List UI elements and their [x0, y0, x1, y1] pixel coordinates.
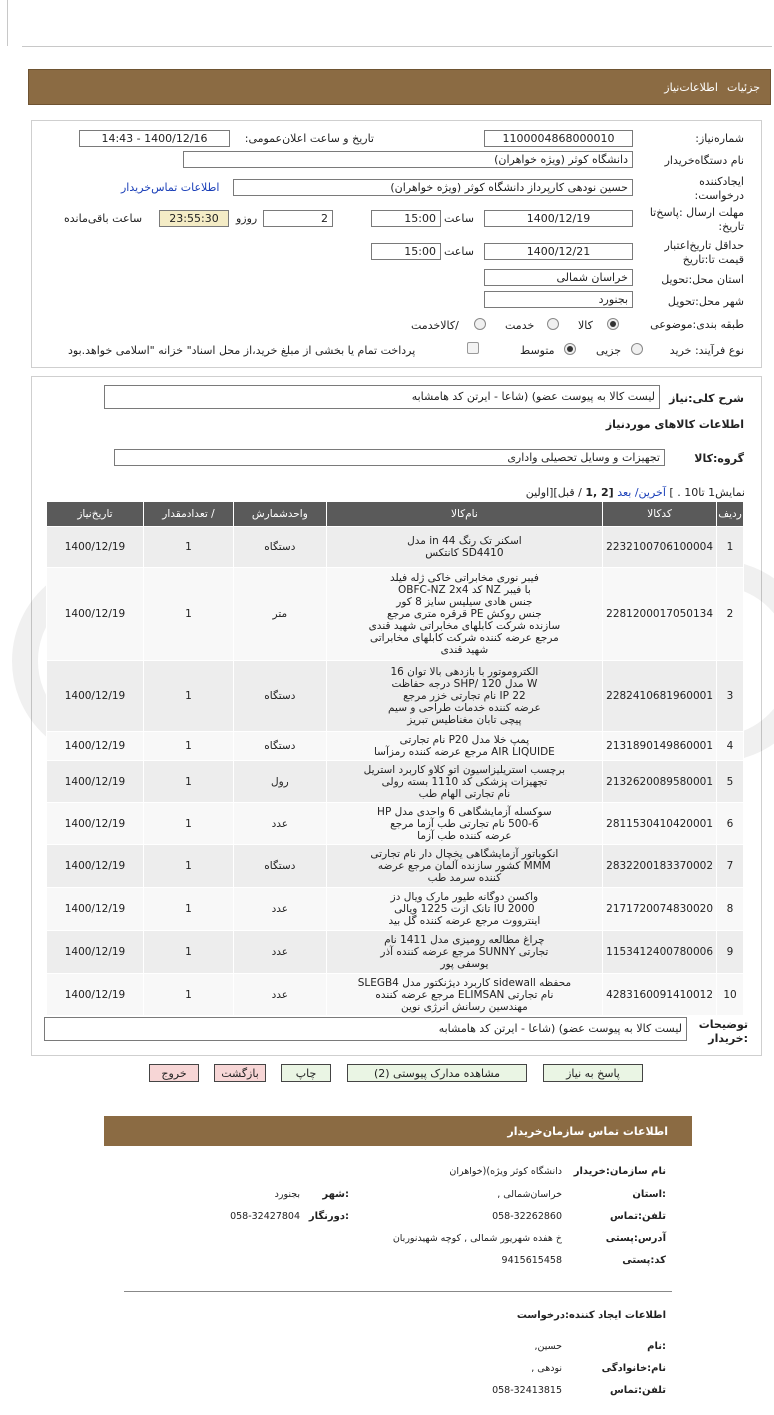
- back-button[interactable]: بازگشت: [214, 1064, 266, 1082]
- cell-need-date: 1400/12/19: [47, 527, 144, 568]
- need-description-field: لیست کالا به پیوست عضو) (شاعا - ایرتن کد هامشابه: [104, 385, 660, 409]
- exit-button[interactable]: خروج: [149, 1064, 199, 1082]
- cell-need-date: 1400/12/19: [47, 931, 144, 974]
- process-label: نوع فرآیند: خرید: [669, 344, 744, 357]
- cell-quantity: 1: [143, 803, 233, 845]
- pager-dot: . ]: [669, 486, 681, 499]
- cell-quantity: 1: [143, 527, 233, 568]
- cell-row-number: 1: [717, 527, 744, 568]
- pager-show: نمایش1 تا10: [684, 486, 745, 499]
- creator-phone-label: تلفن:تماس: [609, 1385, 666, 1396]
- cell-row-number: 10: [717, 974, 744, 1016]
- cell-goods-code: 2171720074830020: [603, 888, 717, 931]
- cell-need-date: 1400/12/19: [47, 568, 144, 661]
- creator-label-2: درخواست:: [694, 189, 744, 202]
- cell-goods-code: 2832200183370002: [603, 845, 717, 888]
- address-value: خ هفده شهریور شمالی , کوچه شهیدنوربان: [392, 1233, 562, 1244]
- treasury-payment-note: پرداخت تمام یا بخشی از مبلغ خرید،از محل اسناد" خزانه "اسلامی خواهد.بود: [68, 344, 416, 357]
- cell-goods-name: سوکسله آزمایشگاهی 6 واحدی مدل HP 500-6 نام تجارتی طب آزما مرجع عرضه کننده طب آزما: [326, 803, 603, 845]
- province-contact-label: :استان: [632, 1189, 666, 1200]
- announce-field: 1400/12/16 - 14:43: [79, 130, 230, 147]
- cell-need-date: 1400/12/19: [47, 803, 144, 845]
- goods-table-header: [47, 502, 744, 527]
- buyer-notes-label-2: :خریدار: [708, 1032, 748, 1045]
- cell-row-number: 9: [717, 931, 744, 974]
- reply-button[interactable]: پاسخ به نیاز: [543, 1064, 643, 1082]
- col-row: ردیف: [717, 502, 744, 527]
- cell-goods-code: 1153412400780006: [603, 931, 717, 974]
- process-partial-radio[interactable]: [631, 343, 643, 355]
- col-unit: واحدشمارش: [234, 502, 327, 527]
- cell-goods-code: 2282410681960001: [603, 661, 717, 732]
- table-row: [47, 888, 744, 931]
- deadline-time-label: ساعت: [444, 212, 474, 225]
- creator-family-value: نودهی ,: [531, 1363, 562, 1374]
- buyer-contact-link[interactable]: اطلاعات تماس‌خریدار: [121, 181, 220, 194]
- cell-goods-name: واکسن دوگانه طیور مارک ویال دز 2000 IU تانک ازت 1225 ویالی اینترووت مرجع عرضه کننده گل بید: [326, 888, 603, 931]
- cell-quantity: 1: [143, 888, 233, 931]
- pager: [526, 486, 745, 499]
- validity-label-1: حداقل تاریخ‌اعتبار: [664, 239, 744, 252]
- col-date: تاریخ‌نیاز: [47, 502, 144, 527]
- col-name: نام‌کالا: [326, 502, 603, 527]
- cell-unit: عدد: [234, 931, 327, 974]
- cell-goods-name: چراغ مطالعه رومیزی مدل 1411 نام تجارتی SUNNY مرجع عرضه کننده آذر یوسفی پور: [326, 931, 603, 974]
- cell-row-number: 2: [717, 568, 744, 661]
- pager-next-link[interactable]: بعد: [617, 486, 632, 499]
- buyer-org-label: نام دستگاه‌خریدار: [664, 154, 744, 167]
- deadline-time-field: 15:00: [371, 210, 441, 227]
- buyer-notes-label-1: توضیحات: [698, 1018, 748, 1031]
- table-row: [47, 732, 744, 761]
- cell-unit: رول: [234, 761, 327, 803]
- table-row: [47, 803, 744, 845]
- city-contact-value: بجنورد: [274, 1189, 300, 1200]
- cell-unit: دستگاه: [234, 527, 327, 568]
- goods-info-title: اطلاعات کالاهای موردنیاز: [605, 418, 744, 431]
- goods-table-body: [47, 527, 744, 1016]
- province-contact-value: خراسان‌شمالی ,: [497, 1189, 562, 1200]
- cell-goods-name: فیبر نوری مخابراتی خاکی ژله فیلد با فیبر NZ کد OBFC-NZ 2x4 جنس هادی سیلیس سایز 8 کور جنس روکش PE قرقره متری مرجع سازنده شرکت کابلهای مخابراتی شهید قندی مرجع عرضه کننده شرکت کابلهای مخابراتی شهید قندی: [326, 568, 603, 661]
- cell-goods-code: 2232100706100004: [603, 527, 717, 568]
- page-frame-top: [22, 46, 772, 47]
- deadline-label-2: تاریخ:: [718, 220, 744, 233]
- creator-phone-value: 058-32413815: [492, 1385, 562, 1396]
- days-field: 2: [263, 210, 333, 227]
- phone-label: تلفن:تماس: [609, 1211, 666, 1222]
- cell-goods-name: محفظه sidewall کاربرد دیژنکتور مدل SLEGB4 نام تجارتی ELIMSAN مرجع عرضه کننده مهندسین رسانش انرژی نوین: [326, 974, 603, 1016]
- process-medium-radio[interactable]: [564, 343, 576, 355]
- validity-time-field: 15:00: [371, 243, 441, 260]
- need-description-label: شرح کلی:نیاز: [669, 392, 744, 405]
- creator-family-label: نام:خانوادگی: [601, 1363, 666, 1374]
- table-row: [47, 931, 744, 974]
- cell-row-number: 4: [717, 732, 744, 761]
- postal-code-value: 9415615458: [501, 1255, 562, 1266]
- cell-unit: عدد: [234, 803, 327, 845]
- cell-quantity: 1: [143, 732, 233, 761]
- remaining-time-field: 23:55:30: [159, 210, 229, 227]
- cell-quantity: 1: [143, 761, 233, 803]
- cell-need-date: 1400/12/19: [47, 888, 144, 931]
- buyer-contact-title: اطلاعات تماس سازمان‌خریدار: [507, 1125, 668, 1138]
- city-label: شهر محل:تحویل: [667, 295, 744, 308]
- postal-code-label: کد:پستی: [622, 1255, 666, 1266]
- cell-quantity: 1: [143, 661, 233, 732]
- cell-unit: دستگاه: [234, 661, 327, 732]
- buyer-notes-field: لیست کالا به پیوست عضو) (شاعا - ایرتن کد هامشابه: [44, 1017, 687, 1041]
- cell-goods-code: 2132620089580001: [603, 761, 717, 803]
- header-tabs-bar: [28, 69, 771, 105]
- cell-quantity: 1: [143, 974, 233, 1016]
- creator-name-label: :نام: [647, 1341, 666, 1352]
- org-name-value: دانشگاه کوثر ویژه)(خواهران: [449, 1166, 562, 1177]
- need-number-field: 1100004868000010: [484, 130, 633, 147]
- city-contact-label: :شهر: [322, 1189, 349, 1200]
- validity-date-field: 1400/12/21: [484, 243, 633, 260]
- cell-unit: متر: [234, 568, 327, 661]
- province-field: خراسان شمالی: [484, 269, 633, 286]
- category-label: طبقه بندی:موضوعی: [650, 318, 744, 331]
- category-goods-service-label: /کالاخدمت: [411, 319, 459, 332]
- cell-row-number: 3: [717, 661, 744, 732]
- cell-quantity: 1: [143, 845, 233, 888]
- table-row: [47, 761, 744, 803]
- cell-goods-name: اسکنر تک رنگ 44 in مدل SD4410 کانتکس: [326, 527, 603, 568]
- pager-last-link[interactable]: آخرین/: [634, 486, 666, 499]
- category-goods-service-radio[interactable]: [474, 318, 486, 330]
- creator-info-title: اطلاعات ایجاد کننده:درخواست: [516, 1310, 666, 1321]
- print-button[interactable]: چاپ: [281, 1064, 331, 1082]
- cell-goods-code: 2281200017050134: [603, 568, 717, 661]
- goods-table: [46, 501, 744, 1016]
- validity-label-2: قیمت تا:تاریخ: [682, 253, 744, 266]
- process-medium-label: متوسط: [520, 344, 555, 357]
- view-attachments-button[interactable]: مشاهده مدارک پیوستی (2): [347, 1064, 527, 1082]
- deadline-label-1: مهلت ارسال :پاسخ‌تا: [649, 206, 744, 219]
- org-name-label: نام سازمان:خریدار: [573, 1166, 666, 1177]
- cell-goods-name: انکوباتور آزمایشگاهی یخچال دار نام تجارتی MMM کشور سازنده آلمان مرجع عرضه کننده سرمد طب: [326, 845, 603, 888]
- fax-label: :دورنگار: [308, 1211, 349, 1222]
- buyer-org-field: دانشگاه کوثر (ویژه خواهران): [183, 151, 633, 168]
- province-label: استان محل:تحویل: [661, 273, 744, 286]
- days-label: روزو: [236, 212, 258, 225]
- fax-value: 058-32427804: [230, 1211, 300, 1222]
- cell-goods-code: 4283160091410012: [603, 974, 717, 1016]
- phone-value: 058-32262860: [492, 1211, 562, 1222]
- cell-unit: عدد: [234, 974, 327, 1016]
- table-row: [47, 568, 744, 661]
- goods-group-label: گروه:کالا: [694, 452, 744, 465]
- buyer-contact-header: [104, 1116, 692, 1146]
- validity-time-label: ساعت: [444, 245, 474, 258]
- cell-row-number: 8: [717, 888, 744, 931]
- cell-goods-name: برچسب استریلیزاسیون اتو کلاو کاربرد استریل تجهیزات پزشکی کد 1110 بسته رولی نام تجارتی الهام طب: [326, 761, 603, 803]
- cell-need-date: 1400/12/19: [47, 974, 144, 1016]
- cell-need-date: 1400/12/19: [47, 761, 144, 803]
- cell-row-number: 6: [717, 803, 744, 845]
- tab-need-info[interactable]: اطلاعات‌نیاز: [664, 81, 718, 94]
- category-goods-label: کالا: [578, 319, 593, 332]
- category-service-label: خدمت: [505, 319, 535, 332]
- cell-goods-name: پمپ خلا مدل P20 نام تجارتی AIR LIQUIDE مرجع عرضه کننده رمزآسا: [326, 732, 603, 761]
- category-goods-radio[interactable]: [607, 318, 619, 330]
- city-field: بجنورد: [484, 291, 633, 308]
- announce-label: تاریخ و ساعت اعلان‌عمومی:: [244, 132, 374, 145]
- cell-row-number: 7: [717, 845, 744, 888]
- page-frame-left: [7, 0, 8, 46]
- need-number-label: شماره‌نیاز:: [695, 132, 744, 145]
- remaining-label: ساعت باقی‌مانده: [64, 212, 143, 225]
- cell-goods-name: الکتروموتور با بازدهی بالا توان 16 W مدل SHP/ 120 درجه حفاظت IP 22 نام تجارتی خزر مرجع عرضه کننده خدمات طراحی و سیم پیچی تابان مغناطیس تبریز: [326, 661, 603, 732]
- treasury-payment-checkbox[interactable]: [467, 342, 479, 354]
- process-partial-label: جزیی: [596, 344, 622, 357]
- cell-goods-code: 2131890149860001: [603, 732, 717, 761]
- cell-goods-code: 2811530410420001: [603, 803, 717, 845]
- category-service-radio[interactable]: [547, 318, 559, 330]
- pager-pages: [2 ,1: [585, 486, 614, 499]
- cell-unit: عدد: [234, 888, 327, 931]
- cell-unit: دستگاه: [234, 845, 327, 888]
- table-row: [47, 974, 744, 1016]
- cell-need-date: 1400/12/19: [47, 845, 144, 888]
- tab-details[interactable]: جزئیات: [727, 81, 760, 94]
- deadline-date-field: 1400/12/19: [484, 210, 633, 227]
- cell-row-number: 5: [717, 761, 744, 803]
- cell-quantity: 1: [143, 568, 233, 661]
- cell-quantity: 1: [143, 931, 233, 974]
- creator-label-1: ایجادکننده: [699, 175, 744, 188]
- cell-need-date: 1400/12/19: [47, 732, 144, 761]
- pager-prev-first: / قبل][اولین: [525, 486, 582, 499]
- cell-need-date: 1400/12/19: [47, 661, 144, 732]
- col-qty: / تعدادمقدار: [143, 502, 233, 527]
- address-label: آدرس:پستی: [605, 1233, 666, 1244]
- creator-name-value: حسین,: [534, 1341, 562, 1352]
- table-row: [47, 527, 744, 568]
- table-row: [47, 661, 744, 732]
- table-row: [47, 845, 744, 888]
- contact-divider: [124, 1291, 672, 1292]
- cell-unit: دستگاه: [234, 732, 327, 761]
- creator-field: حسین نودهی کارپرداز دانشگاه کوثر (ویژه خواهران): [233, 179, 633, 196]
- col-code: کدکالا: [603, 502, 717, 527]
- goods-group-field: تجهیزات و وسایل تحصیلی واداری: [114, 449, 665, 466]
